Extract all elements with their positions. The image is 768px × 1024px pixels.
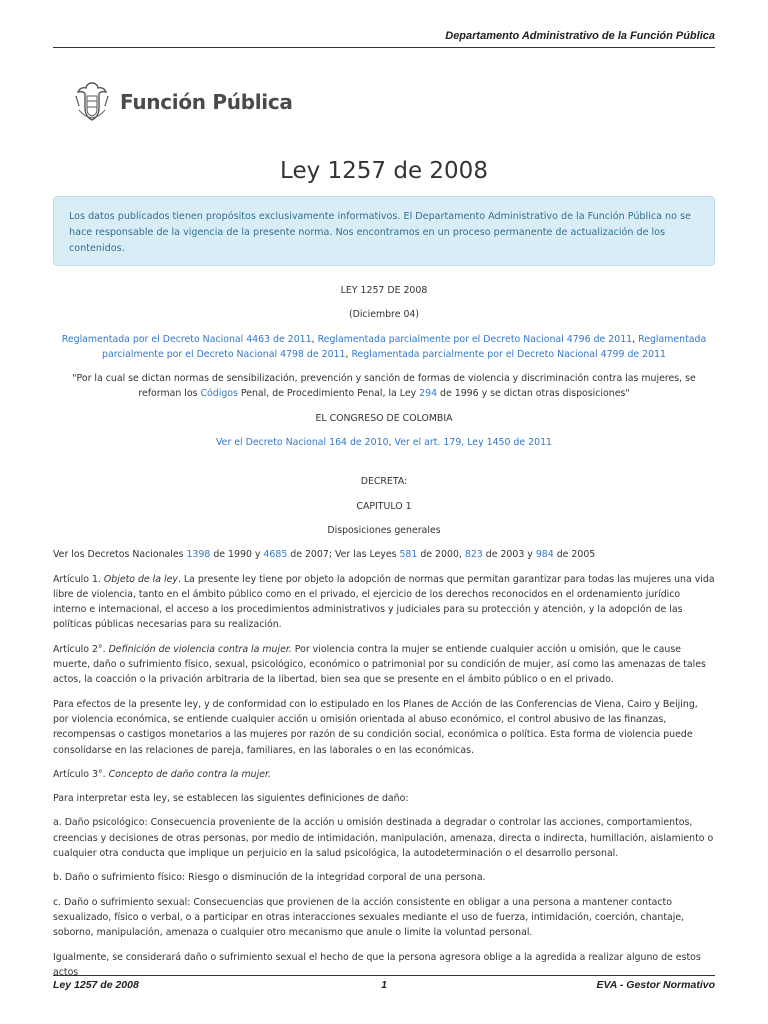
link-decreto-4799[interactable]: Reglamentada parcialmente por el Decreto Nacional 4799 de 2011: [351, 348, 666, 360]
congreso-heading: EL CONGRESO DE COLOMBIA: [315, 412, 453, 424]
page-header: [53, 30, 715, 48]
ver-decretos-paragraph: Ver los Decretos Nacionales 1398 de 1990 y 4685 de 2007; Ver las Leyes 581 de 2000, 823 de 2003 y 984 de 2005: [53, 549, 596, 561]
link-ley-1450[interactable]: Ver el art. 179, Ley 1450 de 2011: [394, 437, 552, 449]
para-efectos-paragraph: Para efectos de la presente ley, y de conformidad con lo estipulado en los Planes de Acción de las Conferencias de Viena, Cairo y Beijing, por violencia económica, se entiende cualquier acción u omisión orientada al abuso económico, el control abusivo de las finanzas, recompensas o castigos monetarios a las mujeres por razón de su condición social, económica o política. Esta forma de violencia puede consolidarse en las relaciones de pareja, familiares, en las laborales o en las económicas.: [53, 698, 698, 756]
link-decreto-4798[interactable]: Reglamentada parcialmente por el Decreto Nacional 4798 de 2011: [102, 333, 707, 360]
reglamentada-links: Reglamentada por el Decreto Nacional 4463 de 2011, Reglamentada parcialmente por el Decreto Nacional 4796 de 2011, Reglamentada parcialmente por el Decreto Nacional 4798 de 2011, Reglamentada parcialmente por el Decreto Nacional 4799 de 2011: [61, 333, 707, 360]
link-decreto-4796[interactable]: Reglamentada parcialmente por el Decreto Nacional 4796 de 2011: [317, 333, 633, 345]
ver-links: Ver el Decreto Nacional 164 de 2010, Ver el art. 179, Ley 1450 de 2011: [216, 437, 552, 449]
page-footer: [53, 975, 715, 992]
capitulo-heading: CAPITULO 1: [356, 500, 412, 512]
logo: [70, 80, 293, 124]
logo-text: Función Pública: [120, 90, 293, 114]
law-heading: LEY 1257 DE 2008: [340, 285, 428, 296]
disclaimer-notice: Los datos publicados tienen propósitos exclusivamente informativos. El Departamento Administrativo de la Función Pública no se hace responsable de la vigencia de la presente norma. Nos encontramos en un proceso permanente de actualización de los contenidos.: [53, 196, 715, 266]
article-2: Artículo 2°. Definición de violencia contra la mujer. Por violencia contra la mujer se entiende cualquier acción u omisión, que le cause muerte, daño o sufrimiento físico, sexual, psicológico, económico o patrimonial por su condición de mujer, así como las amenazas de tales actos, la coacción o la privación arbitraria de la libertad, bien sea que se presente en el ámbito público o en el privado.: [53, 643, 706, 686]
link-decreto-164[interactable]: Ver el Decreto Nacional 164 de 2010: [216, 437, 389, 449]
footer-app-name: EVA - Gestor Normativo: [596, 979, 715, 991]
article-3: Artículo 3°. Concepto de daño contra la mujer.: [53, 768, 271, 780]
decreta-heading: DECRETA:: [360, 476, 408, 488]
link-984[interactable]: 984: [535, 549, 554, 561]
page-title: Ley 1257 de 2008: [280, 158, 488, 184]
disposiciones-heading: Disposiciones generales: [327, 524, 441, 536]
article-1: Artículo 1. Objeto de la ley. La presente ley tiene por objeto la adopción de normas que permitan garantizar para todas las mujeres una vida libre de violencia, tanto en el ámbito público como en el privado, el ejercicio de los derechos reconocidos en el ordenamiento jurídico interno e internacional, el acceso a los procedimientos administrativos y judiciales para su protección y atención, y la adopción de las políticas públicas necesarias para su realización.: [53, 573, 715, 631]
link-codigos[interactable]: Códigos: [200, 388, 238, 400]
link-decreto-4463[interactable]: Reglamentada por el Decreto Nacional 4463 de 2011: [61, 333, 312, 345]
igualmente-paragraph: Igualmente, se considerará daño o sufrimiento sexual el hecho de que la persona agresora oblige a la agredida a realizar alguno de estos actos: [53, 951, 701, 978]
link-1398[interactable]: 1398: [186, 549, 211, 561]
link-581[interactable]: 581: [399, 549, 418, 561]
coat-of-arms-icon: [70, 80, 114, 124]
law-epigraph: "Por la cual se dictan normas de sensibilización, prevención y sanción de formas de violencia y discriminación contra las mujeres, se reforman los Códigos Penal, de Procedimiento Penal, la Ley 294 de 1996 y se dictan otras disposiciones": [72, 373, 696, 400]
item-c: c. Daño o sufrimiento sexual: Consecuencias que provienen de la acción consistente en obligar a una persona a mantener contacto sexualizado, físico o verbal, o a participar en otras interacciones sexuales mediante el uso de fuerza, intimidación, coerción, chantaje, soborno, manipulación, amenaza o cualquier otro mecanismo que anule o limite la voluntad personal.: [53, 896, 685, 939]
law-date: (Diciembre 04): [348, 309, 420, 321]
link-4685[interactable]: 4685: [263, 549, 288, 561]
link-ley-294[interactable]: 294: [419, 388, 438, 400]
link-823[interactable]: 823: [464, 549, 483, 561]
footer-law-title: Ley 1257 de 2008: [53, 979, 139, 991]
item-b: b. Daño o sufrimiento físico: Riesgo o disminución de la integridad corporal de una persona.: [53, 872, 486, 884]
para-interpretar-paragraph: Para interpretar esta ley, se establecen las siguientes definiciones de daño:: [53, 793, 409, 805]
item-a: a. Daño psicológico: Consecuencia proveniente de la acción u omisión destinada a degradar o controlar las acciones, comportamientos, creencias y decisiones de otras personas, por medio de intimidación, manipulación, amenaza, directa o indirecta, humillación, aislamiento o cualquier otra conducta que implique un perjuicio en la salud psicológica, la autodeterminación o el desarrollo personal.: [53, 817, 714, 860]
header-department: Departamento Administrativo de la Función Pública: [445, 30, 715, 42]
footer-page-number: 1: [381, 979, 387, 991]
document-body: [53, 283, 715, 989]
